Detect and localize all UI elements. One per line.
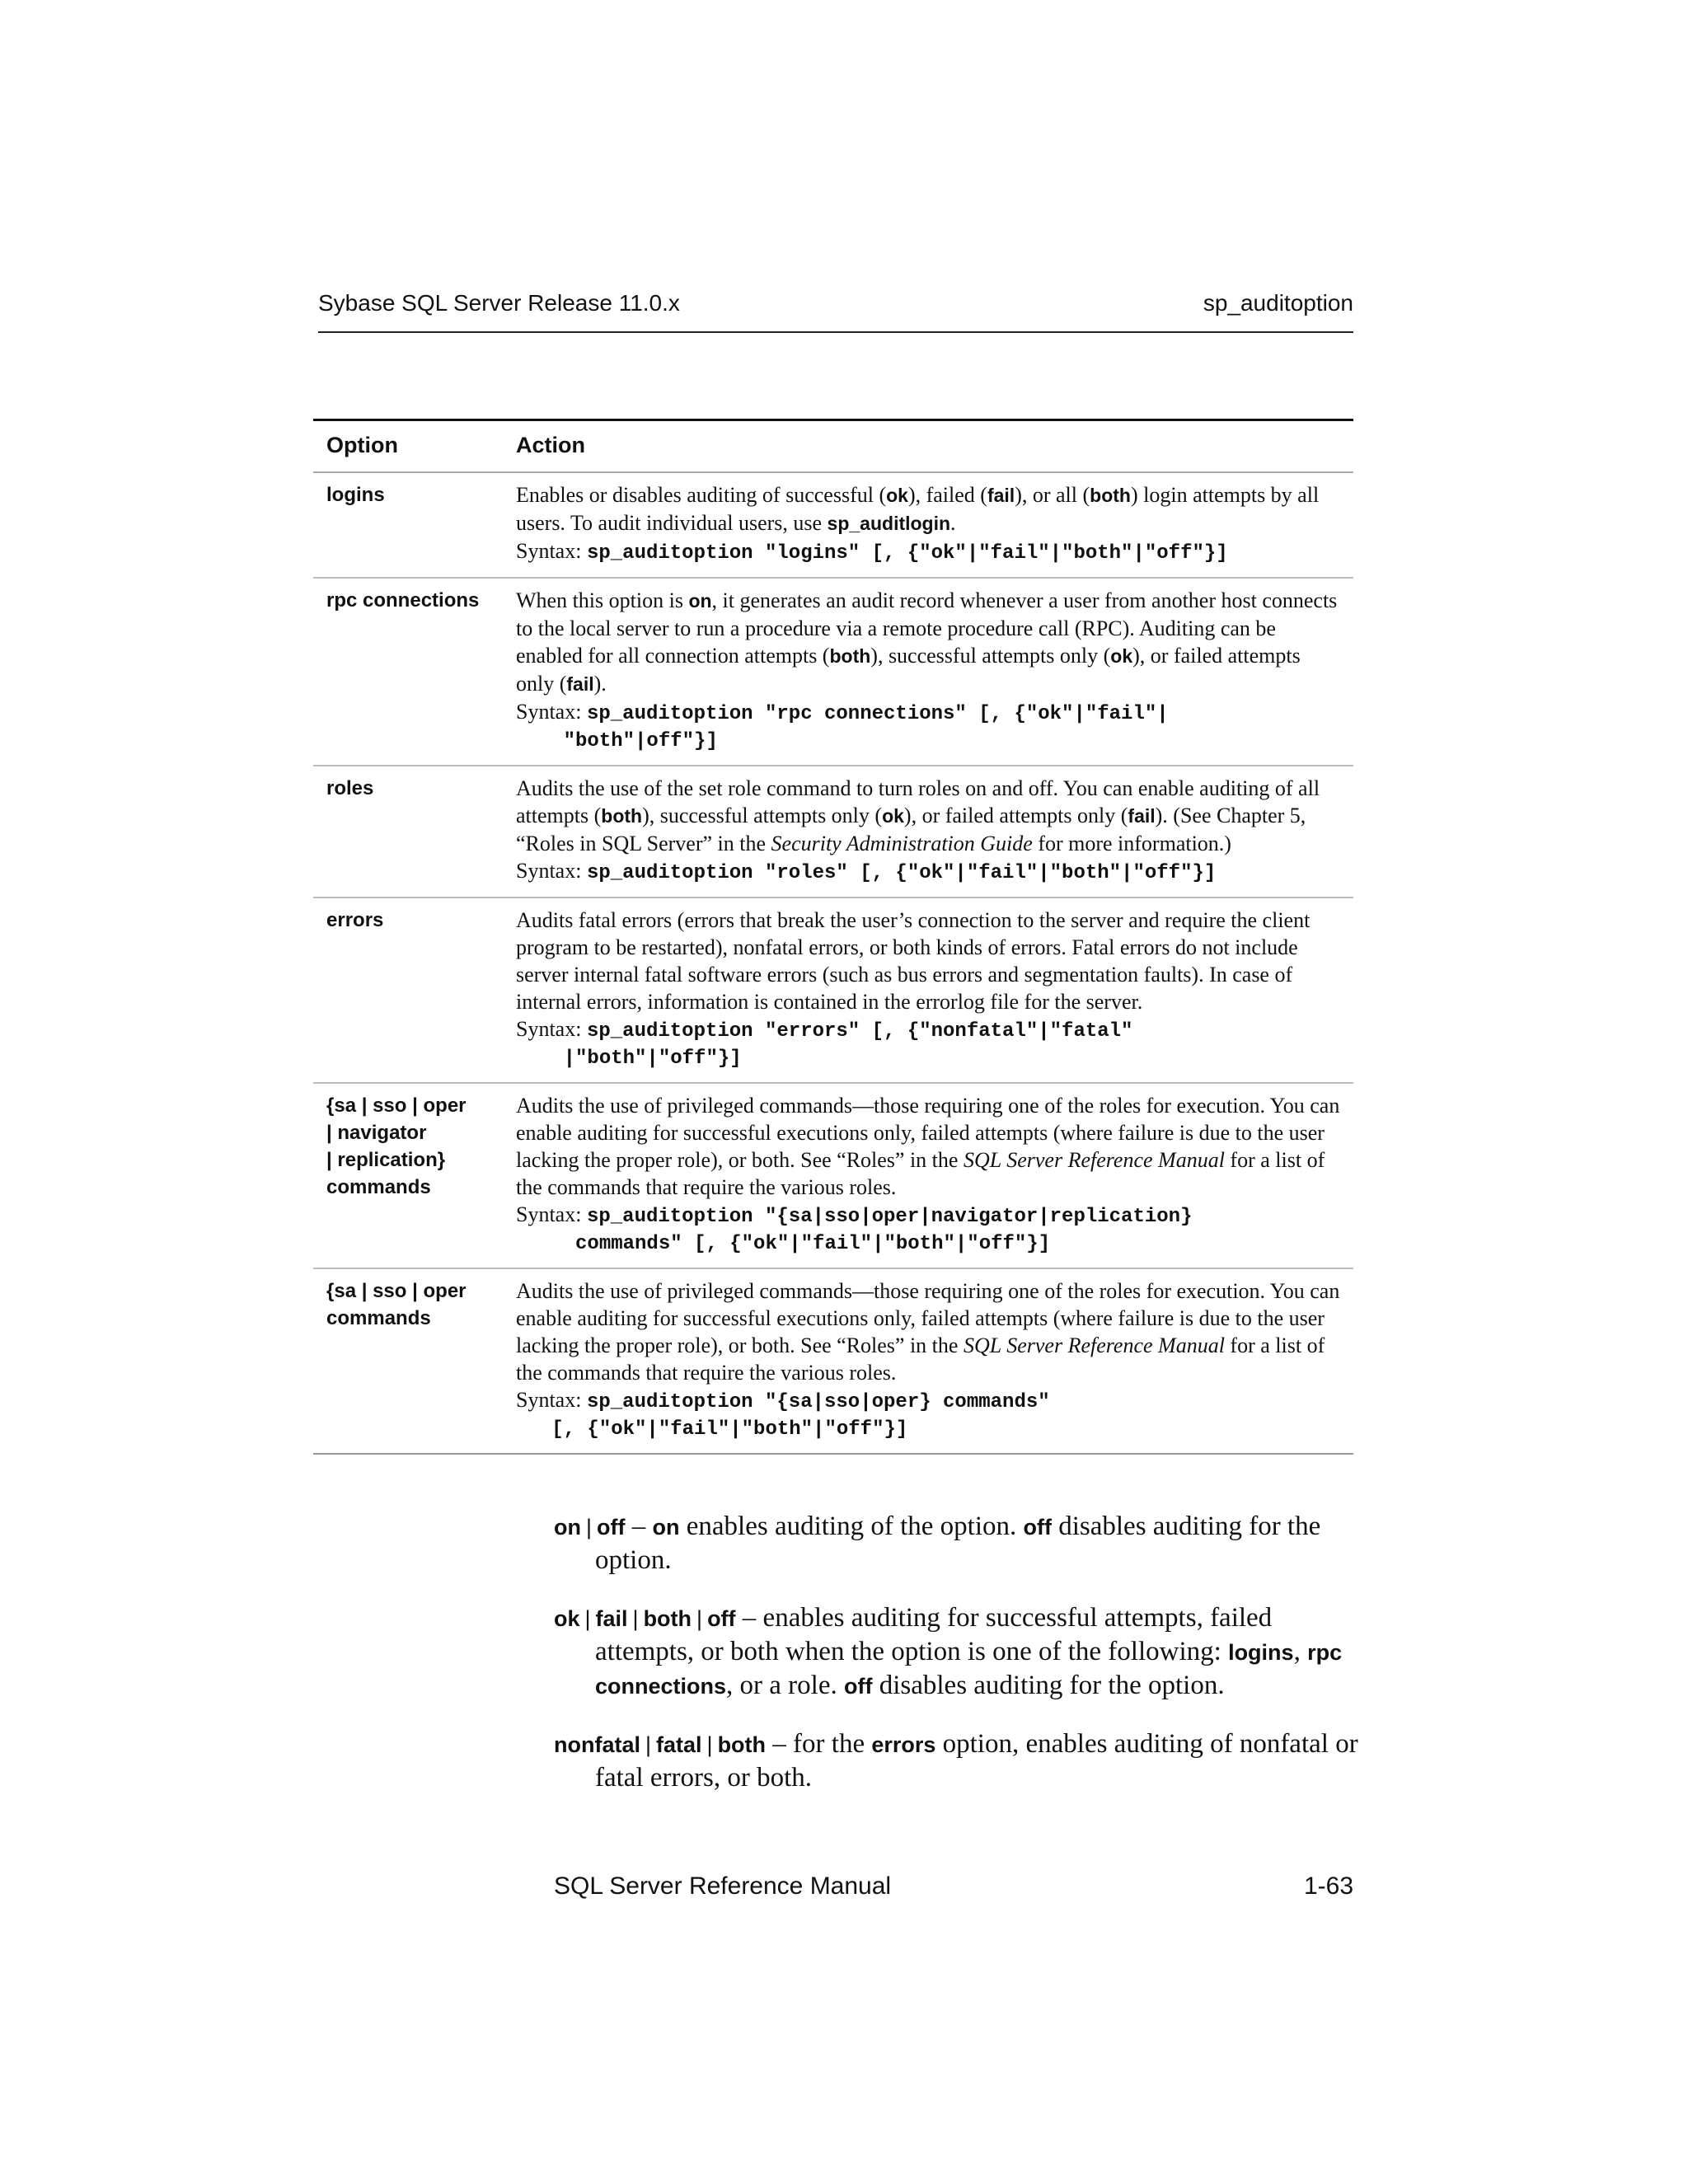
option-name: logins — [313, 472, 503, 578]
syntax-code-continued: |"both"|"off"}] — [516, 1047, 742, 1070]
syntax-code: sp_auditoption "{sa|sso|oper|navigator|replication} — [586, 1206, 1193, 1228]
keyword: off — [1023, 1515, 1052, 1540]
action-text: ), or failed attempts only ( — [903, 804, 1128, 827]
param-text: , or a role. — [726, 1671, 844, 1700]
footer-manual-title: SQL Server Reference Manual — [554, 1872, 892, 1900]
separator: | — [706, 1732, 713, 1757]
page-number: 1-63 — [1303, 1872, 1353, 1900]
table-row — [313, 578, 1353, 766]
action-text: , it generates an audit record whenever a user from another host connects to the local server to run a procedure via a remote procedure call (RPC). Auditing can be enabled for all connection attempts ( — [516, 588, 1338, 668]
option-action — [503, 898, 1353, 1083]
keyword: fail — [1128, 805, 1156, 827]
action-text: Audits the use of privileged commands—those requiring one of the roles for execution. You can enable auditing for successful executions only, failed attempts (where failure is due to the user lacking the proper role), or both. See “Roles” in the — [516, 1094, 1340, 1172]
action-text: ), successful attempts only ( — [642, 804, 883, 827]
header-product: Sybase SQL Server Release 11.0.x — [318, 290, 680, 316]
table-row — [313, 472, 1353, 578]
param-ok-fail-both-off — [554, 1601, 1362, 1703]
keyword: ok — [886, 485, 908, 506]
action-text: ) login attempts by all users. To audit individual users, use — [516, 483, 1320, 535]
table-row — [313, 898, 1353, 1083]
separator: | — [584, 1606, 591, 1631]
action-text: Audits fatal errors (errors that break the user’s connection to the server and require the client program to be restarted), nonfatal errors, or both kinds of errors. Fatal errors do not include server internal fatal software errors (such as bus errors and segmentation faults). In case of internal errors, information is contained in the errorlog file for the server. — [516, 908, 1311, 1014]
action-text: for more information.) — [1032, 832, 1231, 855]
param-text: option, enables auditing of nonfatal or fatal errors, or both. — [595, 1729, 1358, 1793]
syntax-code-continued: "both"|off"}] — [516, 730, 718, 752]
keyword: rpc connections — [595, 1640, 1343, 1699]
keyword: both — [1090, 485, 1131, 506]
column-header-option: Option — [313, 420, 503, 473]
action-text: ), successful attempts only ( — [870, 644, 1111, 668]
option-action — [503, 766, 1353, 898]
keyword: nonfatal — [554, 1732, 640, 1757]
syntax-label: Syntax: — [516, 1388, 582, 1412]
procedure-name: sp_auditlogin — [827, 513, 951, 534]
action-text: ), or failed attempts only ( — [516, 644, 1301, 696]
syntax-code-continued: [, {"ok"|"fail"|"both"|"off"}] — [516, 1418, 908, 1441]
parameter-list — [554, 1510, 1362, 1819]
keyword: ok — [1110, 645, 1133, 667]
syntax-label: Syntax: — [516, 1017, 582, 1041]
syntax-label: Syntax: — [516, 1202, 582, 1226]
keyword: off — [597, 1515, 626, 1540]
action-text: . — [950, 511, 956, 535]
option-name: {sa | sso | oper | navigator | replication} commands — [313, 1083, 503, 1268]
keyword: on — [554, 1515, 581, 1540]
syntax-label: Syntax: — [516, 859, 582, 883]
column-header-action: Action — [503, 420, 1353, 473]
param-text: – enables auditing for successful attempts, failed attempts, or both when the option is one of the following: — [595, 1603, 1273, 1666]
keyword: off — [707, 1606, 736, 1631]
syntax-code: sp_auditoption "{sa|sso|oper} commands" — [586, 1391, 1050, 1413]
action-text: ), or all ( — [1015, 483, 1090, 507]
keyword: both — [601, 805, 643, 827]
keyword: on — [652, 1515, 680, 1540]
running-header — [318, 290, 1353, 333]
syntax-code: sp_auditoption "rpc connections" [, {"ok"|"fail"| — [586, 703, 1169, 725]
action-text: ). — [593, 672, 607, 696]
param-text: enables auditing of the option. — [679, 1511, 1024, 1541]
table-row — [313, 766, 1353, 898]
param-text: , — [1293, 1637, 1308, 1666]
keyword: on — [688, 590, 712, 612]
table-row — [313, 1083, 1353, 1268]
action-text: for a list of the commands that require the various roles. — [516, 1148, 1325, 1199]
param-nonfatal-fatal-both — [554, 1727, 1362, 1794]
option-action — [503, 1083, 1353, 1268]
keyword: both — [829, 645, 871, 667]
action-text: for a list of the commands that require the various roles. — [516, 1333, 1325, 1385]
option-action — [503, 578, 1353, 766]
keyword: ok — [554, 1606, 580, 1631]
keyword: errors — [871, 1732, 936, 1757]
action-text: When this option is — [516, 588, 689, 612]
param-text: – for the — [766, 1729, 872, 1759]
syntax-code: sp_auditoption "logins" [, {"ok"|"fail"|"both"|"off"}] — [586, 542, 1228, 565]
running-footer — [318, 1872, 1353, 1905]
table-row — [313, 1268, 1353, 1454]
keyword: fail — [566, 673, 594, 695]
table-header-row — [313, 420, 1353, 473]
action-text: ). (See Chapter 5, “Roles in SQL Server” in the — [516, 804, 1306, 855]
keyword: both — [643, 1606, 692, 1631]
keyword: fatal — [656, 1732, 702, 1757]
keyword: fail — [595, 1606, 628, 1631]
syntax-code: sp_auditoption "roles" [, {"ok"|"fail"|"both"|"off"}] — [586, 862, 1217, 884]
option-name: {sa | sso | oper commands — [326, 1280, 467, 1329]
option-name: rpc connections — [313, 578, 503, 766]
separator: | — [645, 1732, 652, 1757]
book-title: SQL Server Reference Manual — [963, 1148, 1225, 1172]
action-text: Enables or disables auditing of successful ( — [516, 483, 887, 507]
param-on-off — [554, 1510, 1362, 1577]
syntax-code: sp_auditoption "errors" [, {"nonfatal"|"fatal" — [586, 1020, 1133, 1043]
syntax-code-continued: commands" [, {"ok"|"fail"|"both"|"off"}] — [516, 1233, 1051, 1255]
keyword: logins — [1228, 1640, 1294, 1665]
keyword: off — [843, 1674, 873, 1699]
keyword: fail — [987, 485, 1015, 506]
separator: | — [696, 1606, 703, 1631]
keyword: ok — [882, 805, 904, 827]
separator: | — [586, 1515, 593, 1540]
param-text: – — [625, 1511, 653, 1541]
option-action — [503, 472, 1353, 578]
option-name: errors — [313, 898, 503, 1083]
header-section: sp_auditoption — [1203, 290, 1353, 316]
book-title: Security Administration Guide — [771, 832, 1033, 855]
action-text: Audits the use of the set role command to turn roles on and off. You can enable auditing of all attempts ( — [516, 776, 1320, 827]
action-text: ), failed ( — [907, 483, 987, 507]
param-text: disables auditing for the option. — [872, 1671, 1225, 1700]
syntax-label: Syntax: — [516, 539, 582, 563]
option-name: roles — [313, 766, 503, 898]
syntax-label: Syntax: — [516, 700, 582, 724]
param-text: disables auditing for the option. — [595, 1511, 1321, 1575]
separator: | — [632, 1606, 639, 1631]
book-title: SQL Server Reference Manual — [963, 1333, 1225, 1357]
action-text: Audits the use of privileged commands—those requiring one of the roles for execution. You can enable auditing for successful executions only, failed attempts (where failure is due to the user lacking the proper role), or both. See “Roles” in the — [516, 1279, 1340, 1357]
option-table — [313, 419, 1353, 1455]
option-action — [503, 1268, 1353, 1454]
keyword: both — [717, 1732, 767, 1757]
